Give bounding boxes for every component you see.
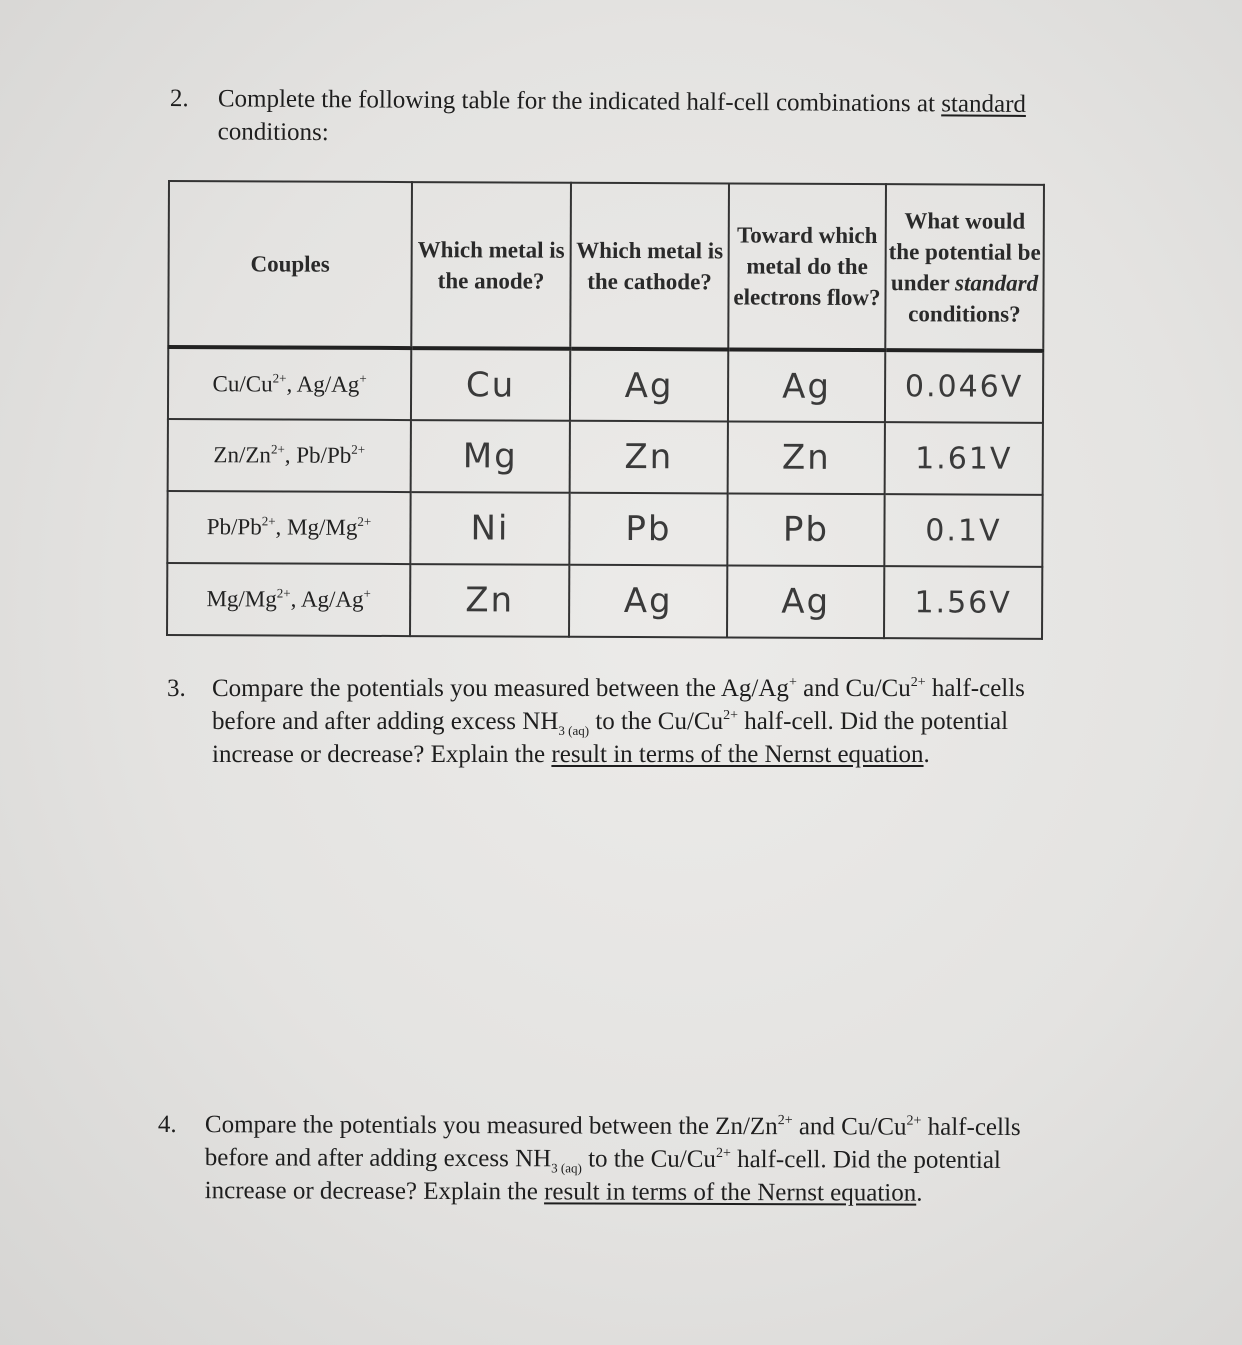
header-cathode: Which metal is the cathode?	[570, 183, 729, 350]
underlined-nernst: result in terms of the Nernst equation	[544, 1178, 917, 1207]
flow-answer: Zn	[728, 421, 885, 494]
question-3-text: Compare the potentials you measured between the Ag/Ag+ and $Cu/Cu^{2+}$ half-cells before and after adding excess $NH_{3 (aq)}$ to the $Cu/Cu^{2+}$ half-cell. Did the potential increase or decrease? Explain the result in terms of the Nernst equation.	[212, 675, 1025, 768]
header-anode: Which metal is the anode?	[411, 182, 571, 349]
question-4-number: 4.	[157, 1111, 177, 1139]
question-4-text: Compare the potentials you measured between the $Zn/Zn^{2+}$ and $Cu/Cu^{2+}$ half-cells before and after adding excess $NH_{3 (aq)}$ to the $Cu/Cu^{2+}$ half-cell. Did the potential increase or decrease? Explain the result in terms of the Nernst equation.	[204, 1111, 1021, 1207]
potential-answer: 1.56V	[884, 566, 1042, 639]
flow-answer: Ag	[727, 565, 884, 638]
header-couples: Couples	[168, 181, 412, 348]
cathode-answer: Ag	[570, 349, 728, 422]
table-row	[167, 563, 1042, 639]
anode-answer: Cu	[411, 348, 570, 421]
anode-answer: Ni	[410, 492, 569, 565]
table-header-row	[168, 181, 1044, 351]
underlined-standard: standard	[941, 90, 1027, 118]
potential-answer: 0.046V	[885, 350, 1043, 423]
half-cell-table	[166, 180, 1045, 640]
question-2	[169, 82, 1050, 147]
couple-cell: $Mg/Mg^{2+}$, Ag/Ag+	[167, 563, 410, 636]
underlined-nernst: result in terms of the Nernst equation	[551, 741, 924, 768]
header-electron-flow: Toward which metal do the electrons flow?	[728, 183, 886, 350]
header-potential: What would the potential be under standard conditions?	[885, 184, 1044, 351]
potential-answer: 1.61V	[885, 422, 1043, 495]
table-row	[168, 419, 1043, 495]
couple-cell: $Zn/Zn^{2+}$, $Pb/Pb^{2+}$	[168, 419, 411, 492]
table-row	[167, 491, 1042, 567]
question-2-text: Complete the following table for the indicated half-cell combinations at standard conditions:	[217, 85, 1027, 147]
question-2-number: 2.	[169, 84, 189, 113]
flow-answer: Pb	[727, 493, 884, 566]
flow-answer: Ag	[728, 349, 885, 422]
question-4	[157, 1108, 1058, 1207]
cathode-answer: Ag	[569, 565, 727, 638]
cathode-answer: Zn	[570, 421, 728, 494]
question-3-number: 3.	[167, 675, 186, 702]
couple-cell: $Cu/Cu^{2+}$, Ag/Ag+	[168, 347, 411, 420]
anode-answer: Zn	[410, 564, 569, 637]
potential-answer: 0.1V	[884, 494, 1042, 567]
couple-cell: $Pb/Pb^{2+}$, $Mg/Mg^{2+}$	[167, 491, 410, 564]
cathode-answer: Pb	[569, 493, 727, 566]
table-row	[168, 347, 1043, 423]
anode-answer: Mg	[411, 420, 570, 493]
